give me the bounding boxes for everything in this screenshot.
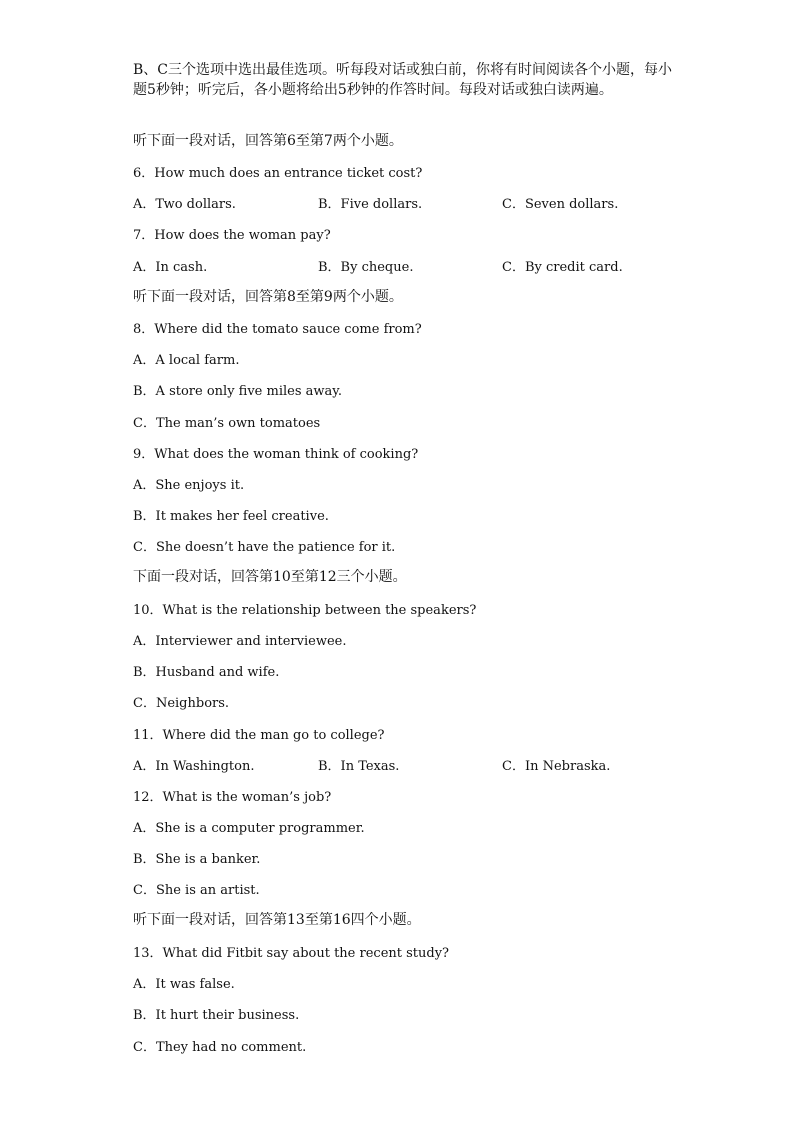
option-7a: A．In cash.: [133, 260, 208, 275]
question-8: 8．Where did the tomato sauce come from?: [133, 322, 422, 337]
option-6c: C．Seven dollars.: [502, 197, 619, 212]
option-10c: C．Neighbors.: [133, 696, 230, 711]
question-11: 11．Where did the man go to college?: [133, 728, 385, 743]
option-9a: A．She enjoys it.: [133, 478, 245, 493]
option-7c: C．By credit card.: [502, 260, 623, 275]
question-7: 7．How does the woman pay?: [133, 228, 331, 243]
option-13a: A．It was false.: [133, 977, 235, 992]
option-13c: C．They had no comment.: [133, 1040, 307, 1055]
option-8a: A．A local farm.: [133, 353, 240, 368]
option-7b: B．By cheque.: [318, 260, 414, 275]
instructions-paragraph: B、C三个选项中选出最佳选项。听每段对话或独白前，你将有时间阅读各个小题，每小题5秒钟；听完后，各小题将给出5秒钟的作答时间。每段对话或独白读两遍。: [133, 62, 672, 98]
option-8b: B．A store only five miles away.: [133, 384, 343, 399]
question-13: 13．What did Fitbit say about the recent study?: [133, 946, 450, 961]
section-heading: 听下面一段对话，回答第6至第7两个小题。: [133, 133, 403, 149]
option-9c: C．She doesn’t have the patience for it.: [133, 540, 396, 555]
section-heading: 下面一段对话，回答第10至第12三个小题。: [133, 569, 407, 585]
option-10a: A．Interviewer and interviewee.: [133, 634, 347, 649]
question-12: 12．What is the woman’s job?: [133, 790, 332, 805]
option-9b: B．It makes her feel creative.: [133, 509, 329, 524]
question-10: 10．What is the relationship between the speakers?: [133, 603, 477, 618]
option-12c: C．She is an artist.: [133, 883, 260, 898]
question-6: 6．How much does an entrance ticket cost?: [133, 166, 423, 181]
section-heading: 听下面一段对话，回答第8至第9两个小题。: [133, 289, 403, 305]
section-heading: 听下面一段对话，回答第13至第16四个小题。: [133, 912, 421, 928]
option-6a: A．Two dollars.: [133, 197, 236, 212]
question-9: 9．What does the woman think of cooking?: [133, 447, 419, 462]
option-11c: C．In Nebraska.: [502, 759, 611, 774]
option-11b: B．In Texas.: [318, 759, 400, 774]
option-12a: A．She is a computer programmer.: [133, 821, 365, 836]
option-11a: A．In Washington.: [133, 759, 255, 774]
option-10b: B．Husband and wife.: [133, 665, 280, 680]
option-8c: C．The man’s own tomatoes: [133, 416, 321, 431]
option-12b: B．She is a banker.: [133, 852, 261, 867]
option-13b: B．It hurt their business.: [133, 1008, 300, 1023]
option-6b: B．Five dollars.: [318, 197, 423, 212]
